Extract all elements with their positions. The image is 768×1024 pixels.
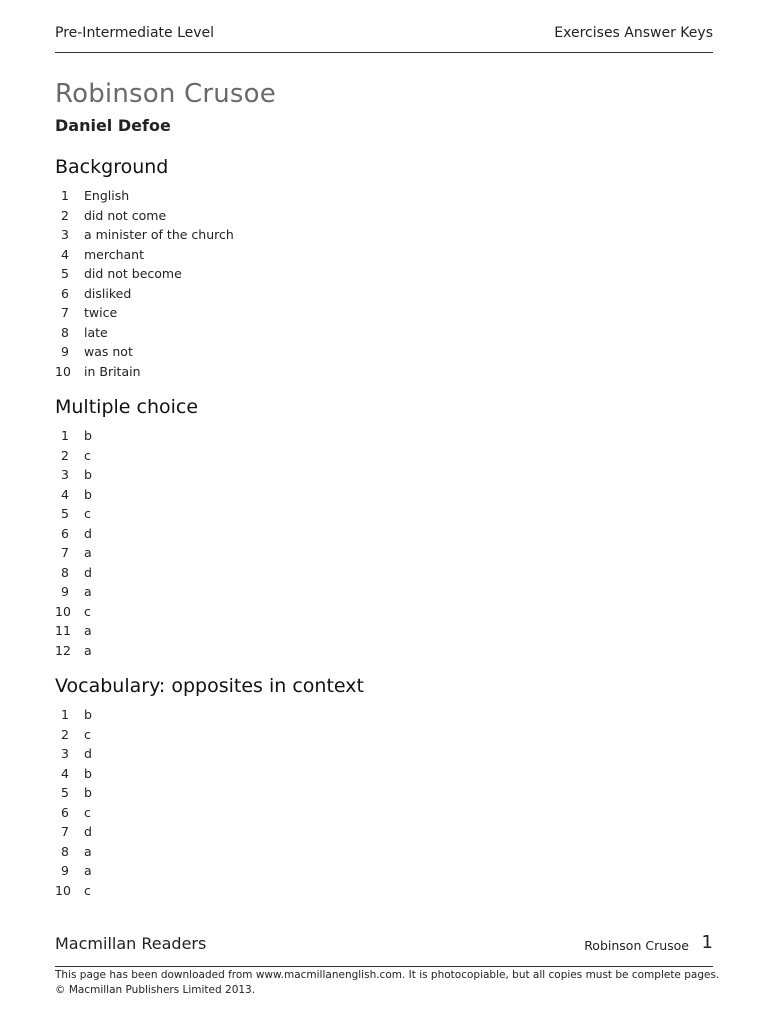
answer-text: c bbox=[84, 882, 91, 898]
author-name: Daniel Defoe bbox=[55, 116, 171, 135]
answer-number: 6 bbox=[61, 525, 69, 541]
answer-list-vocabulary bbox=[55, 705, 455, 900]
answer-row bbox=[55, 465, 455, 485]
answer-row bbox=[55, 284, 455, 304]
answer-text: b bbox=[84, 765, 92, 781]
answer-row bbox=[55, 861, 455, 881]
answer-number: 2 bbox=[61, 726, 69, 742]
legal-notice bbox=[55, 968, 735, 997]
answer-row bbox=[55, 504, 455, 524]
answer-text: b bbox=[84, 707, 92, 722]
answer-text: was not bbox=[84, 344, 133, 359]
answer-number: 5 bbox=[61, 785, 69, 800]
answer-row bbox=[55, 744, 455, 764]
answer-text: b bbox=[84, 428, 92, 443]
answer-text: a bbox=[84, 843, 92, 859]
answer-text: English bbox=[84, 188, 130, 203]
answer-text: in Britain bbox=[84, 363, 141, 379]
answer-row bbox=[55, 342, 455, 362]
footer-book-title: Robinson Crusoe bbox=[584, 938, 689, 953]
answer-row bbox=[55, 426, 455, 446]
answer-row bbox=[55, 705, 455, 725]
answer-row bbox=[55, 303, 455, 323]
answer-text: b bbox=[84, 785, 92, 800]
answer-row bbox=[55, 563, 455, 583]
answer-number: 2 bbox=[61, 207, 69, 223]
answer-text: b bbox=[84, 486, 92, 502]
answer-text: a bbox=[84, 863, 92, 878]
answer-text: d bbox=[84, 564, 92, 580]
answer-number: 12 bbox=[55, 642, 71, 658]
answer-row bbox=[55, 582, 455, 602]
answer-number: 1 bbox=[61, 707, 69, 722]
answer-row bbox=[55, 264, 455, 284]
answer-number: 8 bbox=[61, 324, 69, 340]
answer-text: c bbox=[84, 804, 91, 820]
answer-list-background bbox=[55, 186, 455, 381]
answer-row bbox=[55, 186, 455, 206]
answer-row bbox=[55, 822, 455, 842]
answer-number: 4 bbox=[61, 486, 69, 502]
answer-text: a bbox=[84, 623, 92, 638]
answer-row bbox=[55, 362, 455, 382]
page-header bbox=[55, 24, 713, 53]
answer-row bbox=[55, 764, 455, 784]
answer-row bbox=[55, 543, 455, 563]
answer-text: did not come bbox=[84, 207, 167, 223]
answer-text: a bbox=[84, 584, 92, 599]
answer-number: 7 bbox=[61, 545, 69, 560]
section-title-multiple-choice: Multiple choice bbox=[55, 396, 199, 418]
answer-text: c bbox=[84, 506, 91, 521]
answer-number: 10 bbox=[55, 882, 71, 898]
page-number: 1 bbox=[701, 932, 713, 953]
section-title-background: Background bbox=[55, 156, 169, 178]
answer-text: d bbox=[84, 525, 92, 541]
answer-row bbox=[55, 621, 455, 641]
answer-text: c bbox=[84, 726, 91, 742]
page-footer bbox=[55, 932, 713, 967]
answer-number: 9 bbox=[61, 584, 69, 599]
answer-text: c bbox=[84, 603, 91, 619]
answer-row bbox=[55, 803, 455, 823]
legal-notice-line-2: © Macmillan Publishers Limited 2013. bbox=[55, 983, 256, 996]
answer-number: 10 bbox=[55, 363, 71, 379]
answer-row bbox=[55, 206, 455, 226]
answer-text: merchant bbox=[84, 246, 145, 262]
answer-row bbox=[55, 485, 455, 505]
answer-text: a bbox=[84, 642, 92, 658]
answer-number: 5 bbox=[61, 506, 69, 521]
answer-row bbox=[55, 783, 455, 803]
answer-number: 4 bbox=[61, 246, 69, 262]
answer-number: 11 bbox=[55, 623, 71, 638]
answer-row bbox=[55, 245, 455, 265]
answer-number: 6 bbox=[61, 804, 69, 820]
answer-text: c bbox=[84, 447, 91, 463]
answer-number: 5 bbox=[61, 266, 69, 281]
answer-number: 3 bbox=[61, 746, 69, 761]
answer-number: 4 bbox=[61, 765, 69, 781]
answer-number: 8 bbox=[61, 564, 69, 580]
answer-row bbox=[55, 881, 455, 901]
answer-number: 1 bbox=[61, 428, 69, 443]
answer-text: a minister of the church bbox=[84, 227, 234, 242]
answer-text: twice bbox=[84, 305, 118, 320]
answer-number: 3 bbox=[61, 227, 69, 242]
answer-number: 6 bbox=[61, 285, 69, 301]
answer-number: 9 bbox=[61, 344, 69, 359]
answer-row bbox=[55, 446, 455, 466]
answer-row bbox=[55, 524, 455, 544]
section-title-vocabulary: Vocabulary: opposites in context bbox=[55, 675, 364, 697]
answer-row bbox=[55, 641, 455, 661]
answer-row bbox=[55, 323, 455, 343]
publisher-brand: Macmillan Readers bbox=[55, 934, 207, 953]
answer-number: 1 bbox=[61, 188, 69, 203]
answer-row bbox=[55, 842, 455, 862]
answer-text: a bbox=[84, 545, 92, 560]
answer-number: 8 bbox=[61, 843, 69, 859]
answer-row bbox=[55, 225, 455, 245]
document-page bbox=[55, 0, 720, 1024]
answer-number: 7 bbox=[61, 305, 69, 320]
answer-row bbox=[55, 725, 455, 745]
answer-text: b bbox=[84, 467, 92, 482]
doc-type-label: Exercises Answer Keys bbox=[554, 25, 713, 41]
answer-number: 9 bbox=[61, 863, 69, 878]
answer-text: late bbox=[84, 324, 108, 340]
answer-text: d bbox=[84, 824, 92, 839]
answer-number: 10 bbox=[55, 603, 71, 619]
book-title: Robinson Crusoe bbox=[55, 79, 276, 109]
answer-number: 3 bbox=[61, 467, 69, 482]
answer-number: 2 bbox=[61, 447, 69, 463]
answer-text: disliked bbox=[84, 285, 132, 301]
answer-list-multiple-choice bbox=[55, 426, 455, 660]
answer-text: d bbox=[84, 746, 92, 761]
answer-number: 7 bbox=[61, 824, 69, 839]
level-label: Pre-Intermediate Level bbox=[55, 25, 215, 41]
legal-notice-line-1: This page has been downloaded from www.macmillanenglish.com. It is photocopiable, but all copies must be complete pages. bbox=[55, 969, 720, 981]
answer-row bbox=[55, 602, 455, 622]
answer-text: did not become bbox=[84, 266, 182, 281]
